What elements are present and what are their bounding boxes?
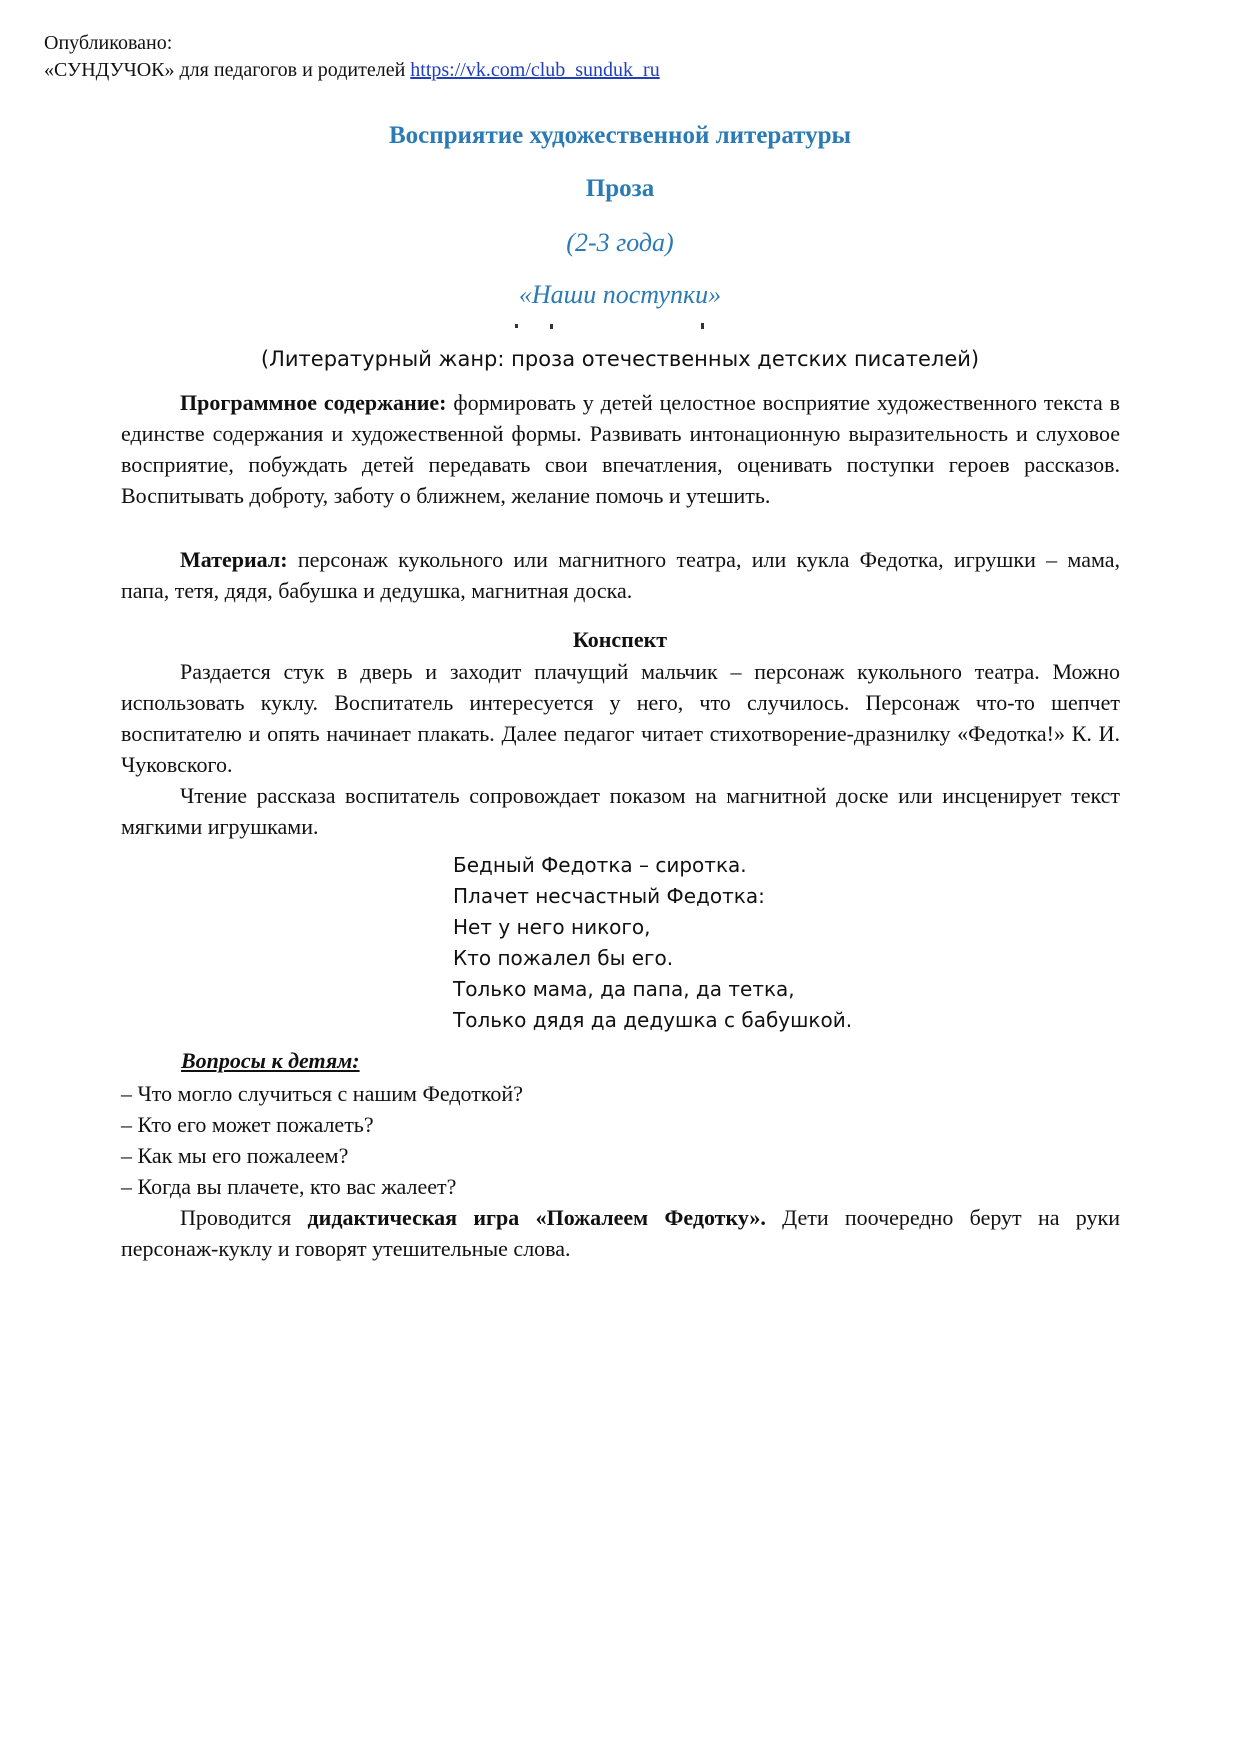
published-header xyxy=(44,30,660,84)
question-item: – Что могло случиться с нашим Федоткой? xyxy=(121,1081,523,1106)
literary-genre-line: (Литературный жанр: проза отечественных детских писателей) xyxy=(260,347,980,371)
material-section xyxy=(121,544,1120,606)
konspekt-title: Конспект xyxy=(572,627,668,652)
source-link[interactable]: https://vk.com/club_sunduk_ru xyxy=(410,59,660,81)
game-prefix: Проводится xyxy=(180,1205,308,1230)
poem xyxy=(453,850,852,1036)
program-text: формировать у детей целостное восприятие художественного текста в единстве содержания и художественной формы. Развивать интонационную выразительность и слуховое восприятие, побуждать детей передавать свои впечатления, оценивать поступки героев рассказов. Воспитывать доброту, заботу о ближнем, желание помочь и утешить. xyxy=(121,390,1120,508)
poem-line: Кто пожалел бы его. xyxy=(453,946,674,970)
poem-line: Только дядя да дедушка с бабушкой. xyxy=(453,1008,853,1032)
genre-title: Проза xyxy=(585,175,655,202)
konspekt-paragraph-1: Раздается стук в дверь и заходит плачущий мальчик – персонаж кукольного театра. Можно использовать куклу. Воспитатель интересуется у него, что случилось. Персонаж что-то шепчет воспитателю и опять начинает плакать. Далее педагог читает стихотворение-дразнилку «Федотка!» К. И. Чуковского. xyxy=(121,659,1120,777)
konspekt-text xyxy=(121,656,1120,842)
age-title: (2-3 года) xyxy=(566,228,674,257)
poem-line: Только мама, да папа, да тетка, xyxy=(453,977,795,1001)
poem-line: Плачет несчастный Федотка: xyxy=(453,884,765,908)
konspekt-paragraph-2: Чтение рассказа воспитатель сопровождает показом на магнитной доске или инсценирует текст мягкими игрушками. xyxy=(121,783,1120,839)
question-item: – Когда вы плачете, кто вас жалеет? xyxy=(121,1174,457,1199)
game-suffix: Дети поочередно берут на руки персонаж-куклу и говорят утешительные слова. xyxy=(121,1205,1120,1261)
questions-list xyxy=(121,1078,523,1202)
program-label: Программное содержание: xyxy=(180,390,447,415)
subject-title: Восприятие художественной литературы xyxy=(388,122,852,149)
question-item: – Кто его может пожалеть? xyxy=(121,1112,374,1137)
question-item: – Как мы его пожалеем? xyxy=(121,1143,349,1168)
game-name: дидактическая игра «Пожалеем Федотку». xyxy=(307,1205,766,1230)
program-content xyxy=(121,387,1120,511)
source-text: «СУНДУЧОК» для педагогов и родителей xyxy=(44,59,406,81)
didactic-game xyxy=(121,1202,1120,1264)
scan-artifact-marks xyxy=(515,322,715,332)
material-text: персонаж кукольного или магнитного театра, или кукла Федотка, игрушки – мама, папа, тетя, дядя, бабушка и дедушка, магнитная доска. xyxy=(121,547,1120,603)
poem-line: Бедный Федотка – сиротка. xyxy=(453,853,747,877)
published-label: Опубликовано: xyxy=(44,32,173,54)
material-label: Материал: xyxy=(180,547,288,572)
poem-line: Нет у него никого, xyxy=(453,915,651,939)
topic-title: «Наши поступки» xyxy=(518,280,722,309)
source-line xyxy=(44,57,660,84)
questions-title: Вопросы к детям: xyxy=(181,1048,360,1073)
